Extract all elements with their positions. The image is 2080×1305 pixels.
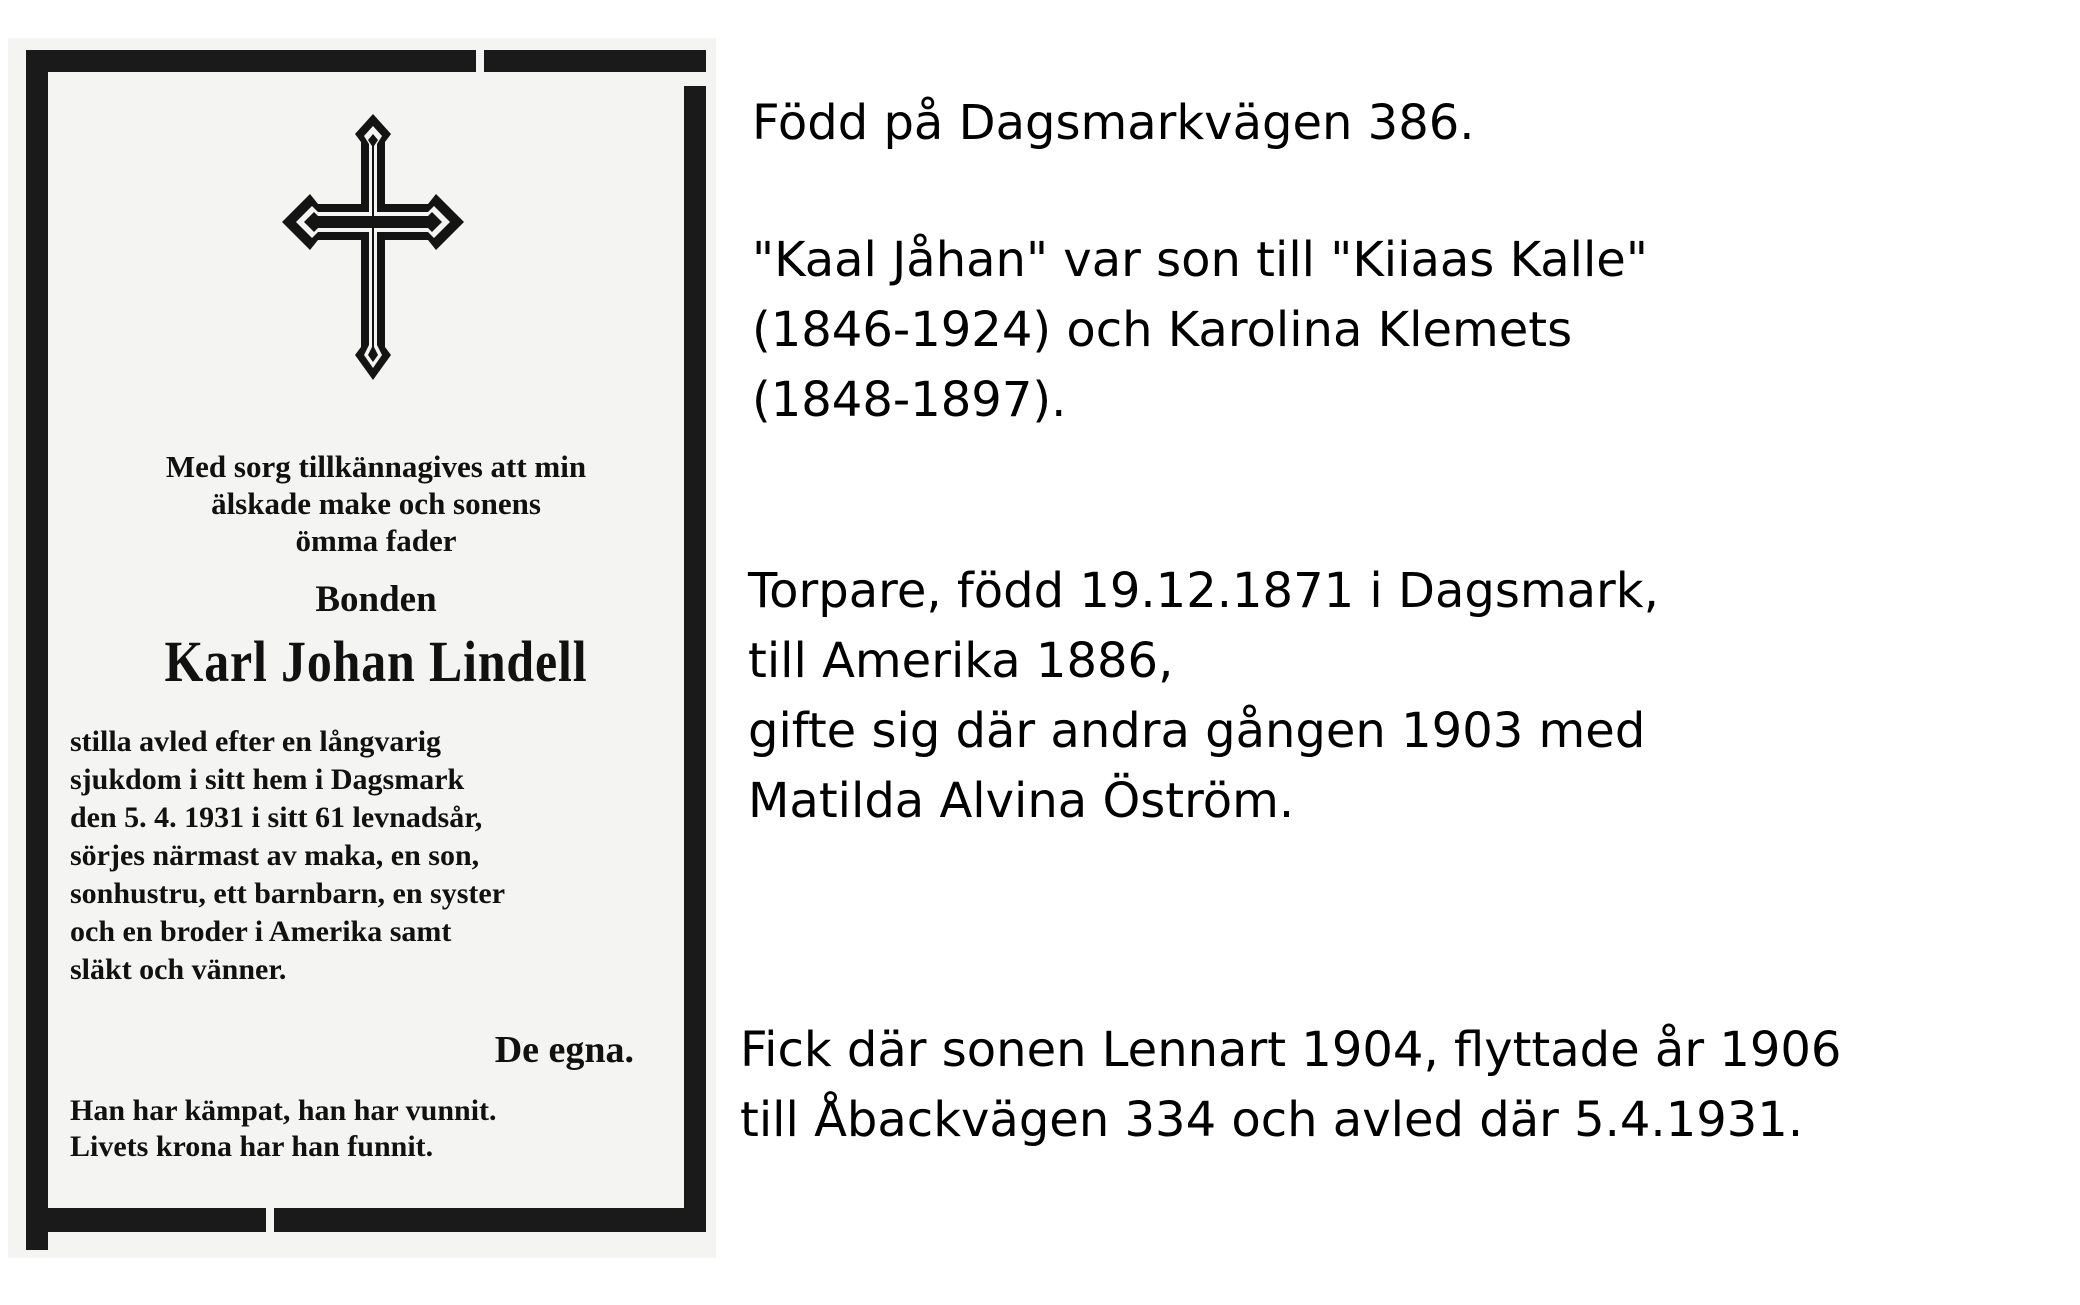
obituary-body [70,723,682,989]
body-line: sjukdom i sitt hem i Dagsmark [70,763,465,796]
border-bar-top-left [26,50,476,72]
note-line: Fick där sonen Lennart 1904, flyttade år 1906 [740,1022,1842,1078]
intro-line: älskade make och sonens [211,486,541,521]
note-line: till Åbackvägen 334 och avled där 5.4.1931. [740,1092,1804,1148]
note-line: Född på Dagsmarkvägen 386. [752,95,1475,151]
note-line: (1846-1924) och Karolina Klemets [752,302,1573,358]
body-line: den 5. 4. 1931 i sitt 61 levnadsår, [70,801,483,834]
note-line: "Kaal Jåhan" var son till "Kiiaas Kalle" [752,232,1648,288]
verse-line: Han har kämpat, han har vunnit. [70,1094,497,1127]
border-bar-right [684,86,706,1231]
note-line: Matilda Alvina Öström. [748,773,1295,829]
note-line: till Amerika 1886, [748,633,1174,689]
latin-cross-icon [278,112,468,382]
body-line: släkt och vänner. [70,953,287,986]
border-bar-left [26,50,48,1250]
note-career [748,556,1659,836]
note-parents [752,225,1648,435]
intro-line: ömma fader [295,523,457,558]
body-line: sörjes närmast av maka, en son, [70,839,480,872]
memorial-verse [70,1093,682,1165]
note-line: (1848-1897). [752,372,1067,428]
note-birthplace [752,88,1475,158]
intro-line: Med sorg tillkännagives att min [165,449,587,484]
border-bar-bottom-right [274,1208,706,1232]
body-line: stilla avled efter en långvarig [70,725,442,758]
border-bar-bottom-left [26,1208,266,1232]
obituary-clipping [8,38,716,1258]
obituary-signature: De egna. [494,1029,634,1071]
verse-line: Livets krona har han funnit. [70,1130,434,1163]
body-line: sonhustru, ett barnbarn, en syster [70,877,506,910]
border-bar-top-right [484,50,706,72]
obituary-intro [70,448,682,559]
note-later-life [740,1015,1841,1155]
note-line: Torpare, född 19.12.1871 i Dagsmark, [748,563,1659,619]
deceased-name: Karl Johan Lindell [164,629,588,694]
body-line: och en broder i Amerika samt [70,915,452,948]
note-line: gifte sig där andra gången 1903 med [748,703,1646,759]
deceased-title: Bonden [315,579,437,620]
